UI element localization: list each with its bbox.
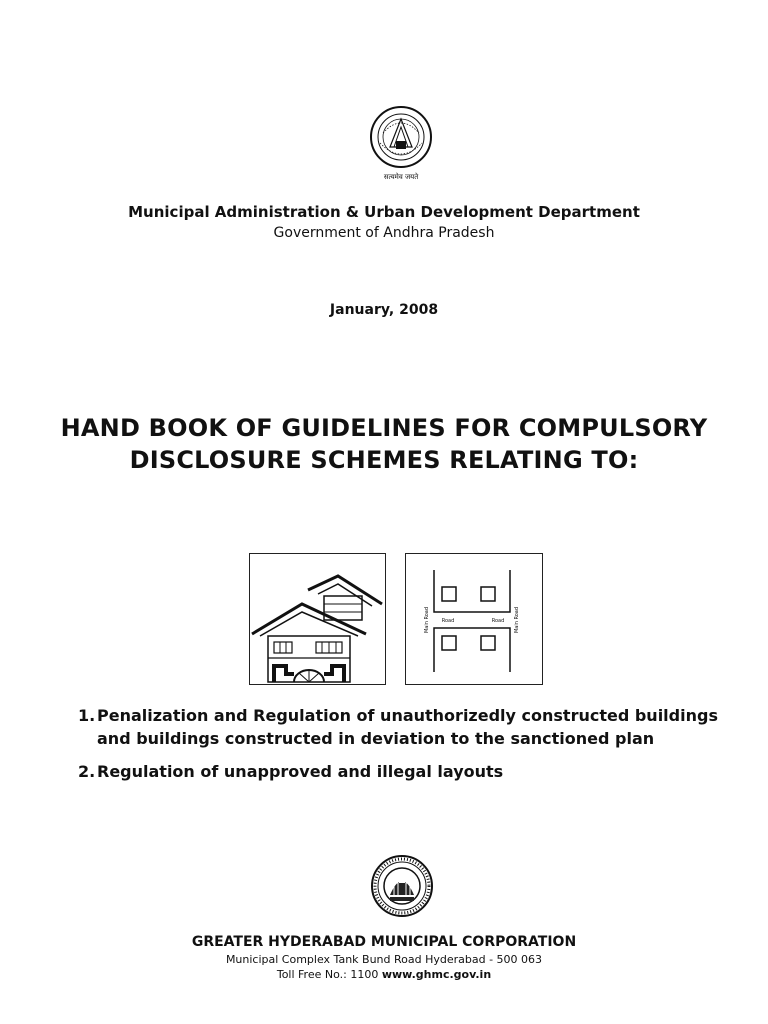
road-label-right: Road [491, 618, 505, 624]
government-name: Government of Andhra Pradesh [273, 225, 495, 241]
scheme-list [78, 704, 718, 793]
title-line-2: DISCLOSURE SCHEMES RELATING TO: [129, 446, 639, 474]
main-road-label-right: Main Road [514, 606, 520, 634]
contact-line [0, 968, 768, 981]
list-item-line-2: and buildings constructed in deviation to the sanctioned plan [97, 729, 655, 748]
emblem-motto: सत्यमेव जयते [383, 173, 419, 181]
list-item [78, 760, 718, 783]
building-icon [249, 553, 386, 685]
corporation-address: Municipal Complex Tank Bund Road Hyderabad - 500 063 [225, 953, 543, 966]
website-link[interactable]: www.ghmc.gov.in [381, 968, 492, 981]
list-item-number: 2. [78, 762, 96, 781]
list-item-text [97, 704, 718, 750]
road-label-left: Road [441, 618, 455, 624]
toll-free-number: Toll Free No.: 1100 [276, 968, 379, 981]
list-item-line-1: Penalization and Regulation of unauthorizedly constructed buildings [97, 706, 718, 725]
corporation-name: GREATER HYDERABAD MUNICIPAL CORPORATION [191, 934, 577, 950]
layout-plan-icon [405, 553, 543, 685]
publication-date: January, 2008 [329, 302, 439, 318]
page-title [0, 412, 768, 476]
list-item-text [97, 760, 503, 783]
state-emblem-icon [366, 103, 436, 183]
main-road-label-left: Main Road [424, 606, 430, 634]
department-name: Municipal Administration & Urban Development Department [128, 203, 640, 221]
ghmc-seal-icon [370, 853, 434, 919]
list-item-line-1: Regulation of unapproved and illegal layouts [97, 762, 504, 781]
list-item [78, 704, 718, 750]
list-item-number: 1. [78, 706, 96, 725]
title-line-1: HAND BOOK OF GUIDELINES FOR COMPULSORY [60, 414, 708, 442]
